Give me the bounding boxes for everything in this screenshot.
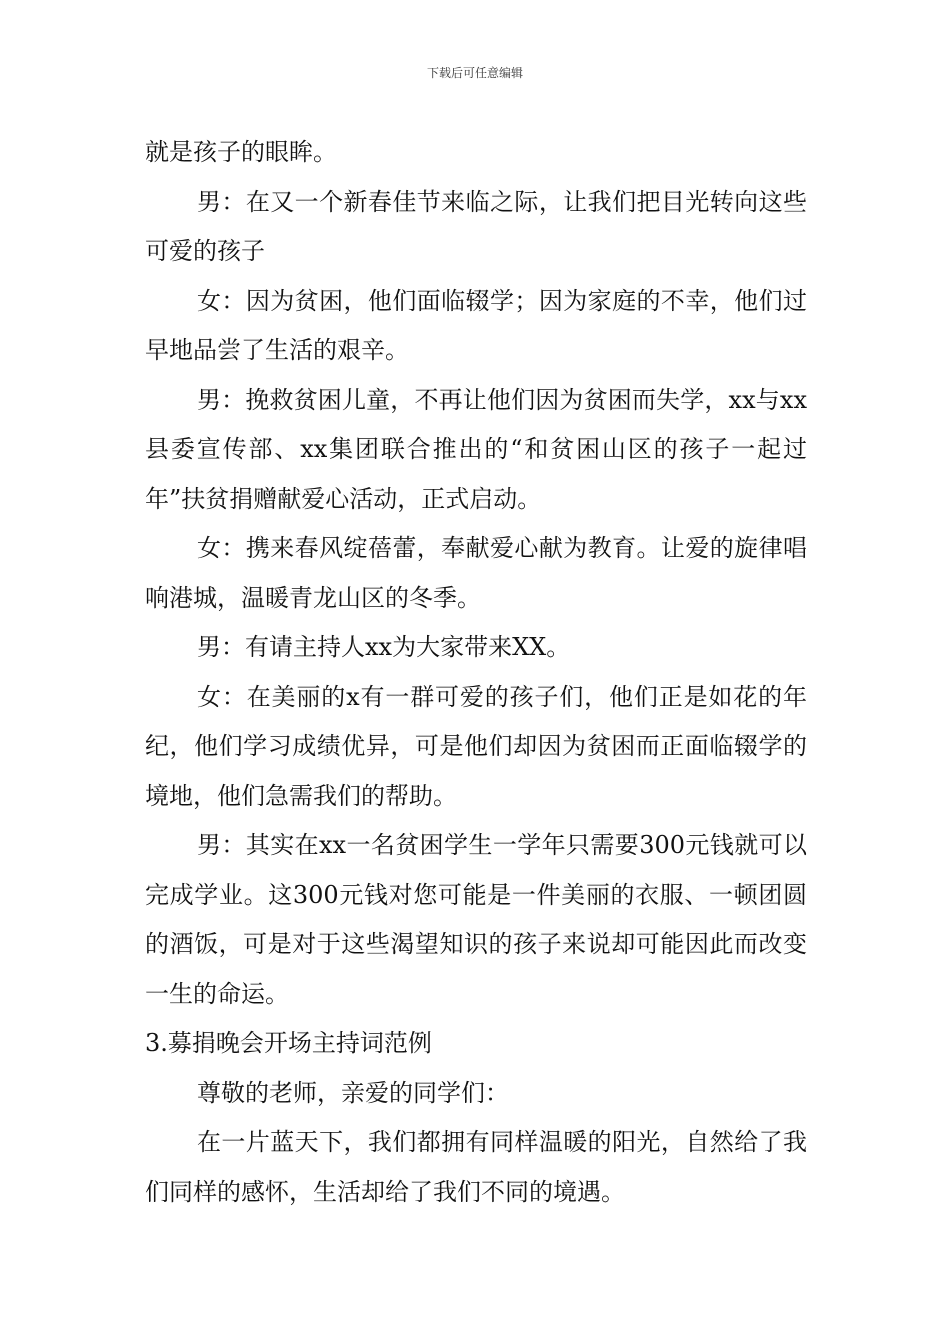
paragraph: 男：在又一个新春佳节来临之际，让我们把目光转向这些可爱的孩子: [145, 187, 807, 265]
page-header: 下载后可任意编辑: [426, 66, 523, 80]
paragraph: 尊敬的老师，亲爱的同学们：: [197, 1078, 509, 1107]
paragraph: 男：挽救贫困儿童，不再让他们因为贫困而失学，xx与xx县委宣传部、xx集团联合推出的“和贫困山区的孩子一起过年”扶贫捐赠献爱心活动，正式启动。: [145, 385, 807, 513]
paragraph: 女：因为贫困，他们面临辍学；因为家庭的不幸，他们过早地品尝了生活的艰辛。: [145, 286, 807, 364]
paragraph: 女：在美丽的x有一群可爱的孩子们，他们正是如花的年纪，他们学习成绩优异，可是他们却因为贫困而正面临辍学的境地，他们急需我们的帮助。: [145, 682, 807, 810]
paragraph: 男：有请主持人xx为大家带来XX。: [197, 633, 571, 661]
paragraph: 男：其实在xx一名贫困学生一学年只需要300元钱就可以完成学业。这300元钱对您可能是一件美丽的衣服、一顿团圆的酒饭，可是对于这些渴望知识的孩子来说却可能因此而改变一生的命运。: [145, 831, 807, 1008]
document-body: [145, 128, 807, 1217]
paragraph: 在一片蓝天下，我们都拥有同样温暖的阳光，自然给了我们同样的感怀，生活却给了我们不同的境遇。: [145, 1128, 807, 1206]
paragraph: 就是孩子的眼眸。: [145, 138, 337, 166]
paragraph: 女：携来春风绽蓓蕾，奉献爱心献为教育。让爱的旋律唱响港城，温暖青龙山区的冬季。: [145, 534, 807, 612]
section-heading: 3.募捐晚会开场主持词范例: [145, 1029, 432, 1057]
